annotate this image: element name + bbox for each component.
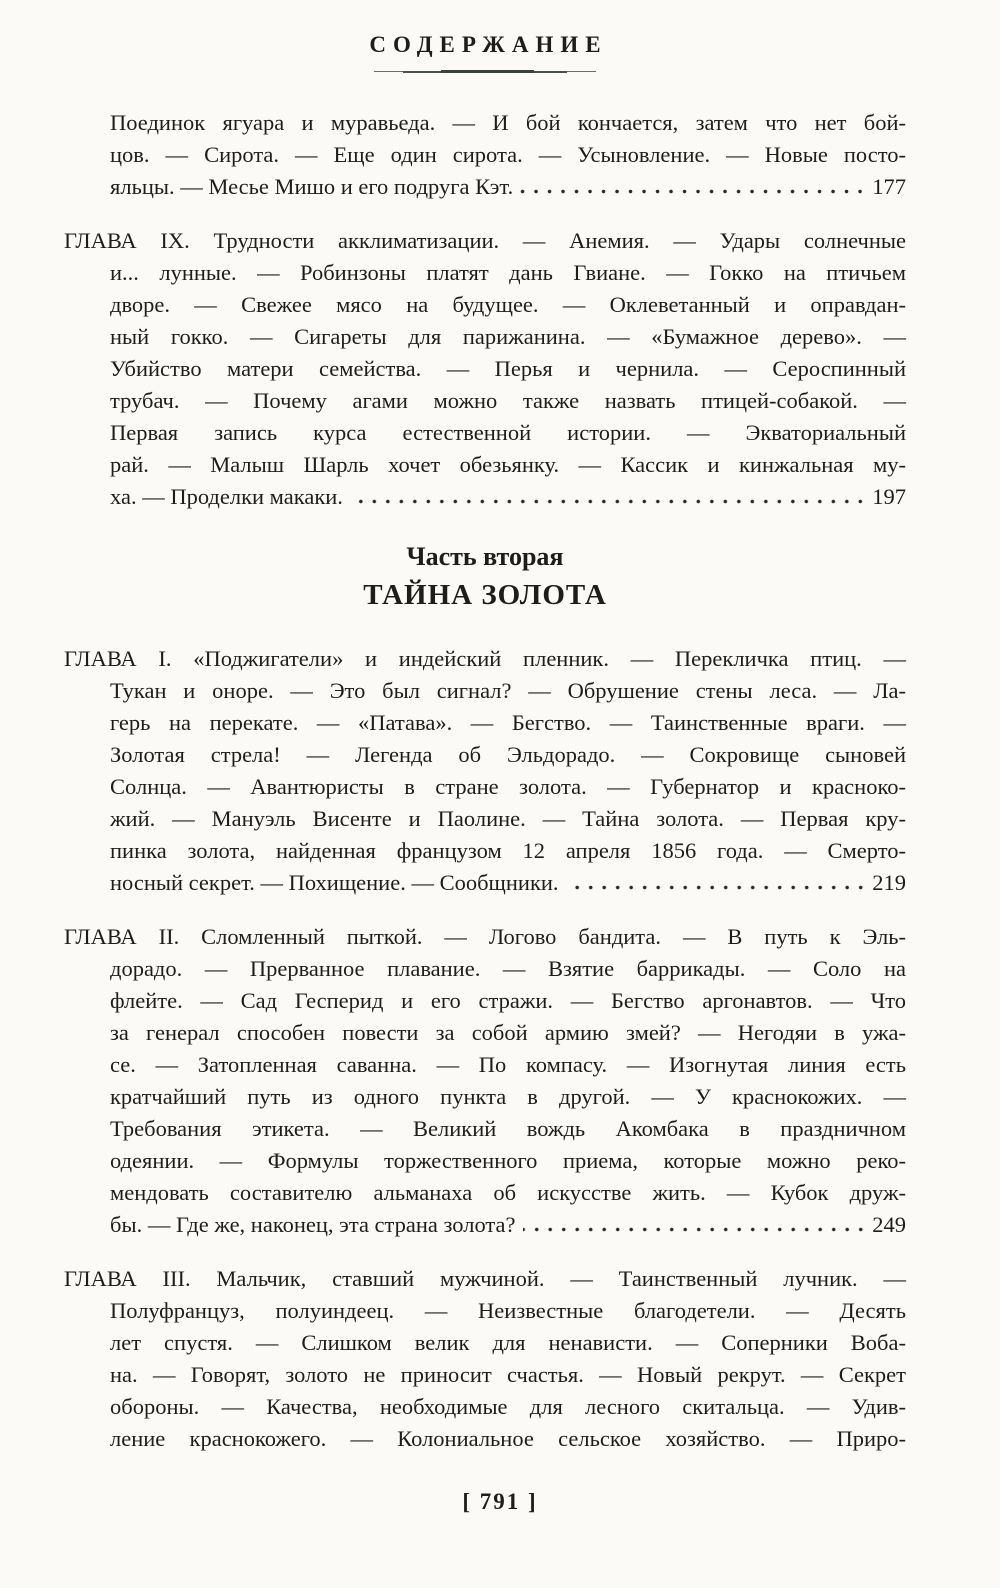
toc-line: ГЛАВА II. Сломленный пыткой. — Логово бандита. — В путь к Эль- [64, 924, 906, 949]
header-rule [374, 70, 596, 73]
toc-line: на. — Говорят, золото не приносит счастья. — Новый рекрут. — Секрет [110, 1362, 906, 1387]
part-label: Часть вторая [406, 542, 564, 571]
page-ref: 219 [872, 870, 906, 895]
dot-leader [566, 885, 872, 890]
toc-line: герь на перекате. — «Патава». — Бегство. — Таинственные враги. — [110, 710, 906, 735]
toc-line: ление краснокожего. — Колониальное сельское хозяйство. — Приро- [110, 1426, 906, 1451]
toc-line: Солнца. — Авантюристы в стране золота. — Губернатор и красноко- [110, 774, 906, 799]
toc-line: пинка золота, найденная французом 12 апреля 1856 года. — Смерто- [110, 838, 906, 863]
toc-entry-chapter-8-continuation [64, 107, 906, 203]
toc-line: Полуфранцуз, полуиндеец. — Неизвестные благодетели. — Десять [110, 1298, 906, 1323]
toc-line: флейте. — Сад Гесперид и его стражи. — Бегство аргонавтов. — Что [110, 988, 906, 1013]
toc-entry-chapter-1 [64, 643, 906, 899]
toc-line: ГЛАВА III. Мальчик, ставший мужчиной. — Таинственный лучник. — [64, 1266, 906, 1291]
page-ref: 197 [872, 484, 906, 509]
toc-line: ГЛАВА I. «Поджигатели» и индейский пленник. — Перекличка птиц. — [64, 646, 906, 671]
toc-line: Золотая стрела! — Легенда об Эльдорадо. — Сокровище сыновей [110, 742, 906, 767]
toc-line-last [64, 481, 906, 513]
toc-line: Поединок ягуара и муравьеда. — И бой кончается, затем что нет бой- [110, 110, 906, 135]
dot-leader [520, 189, 871, 194]
toc-line: Первая запись курса естественной истории. — Экваториальный [110, 420, 906, 445]
toc-entries-part-two [64, 643, 906, 1455]
header-rule-thick [441, 70, 534, 73]
toc-line: се. — Затопленная саванна. — По компасу. — Изогнутая линия есть [110, 1052, 906, 1077]
page-number: [ 791 ] [462, 1489, 538, 1514]
toc-line: ный гокко. — Сигареты для парижанина. — «Бумажное дерево». — [110, 324, 906, 349]
toc-line: Требования этикета. — Великий вождь Акомбака в праздничном [110, 1116, 906, 1141]
toc-line: Тукан и оноре. — Это был сигнал? — Обрушение стены леса. — Ла- [110, 678, 906, 703]
toc-entries-part-one [64, 107, 906, 513]
toc-line-last [64, 867, 906, 899]
toc-entry-chapter-3 [64, 1263, 906, 1455]
toc-line: дорадо. — Прерванное плавание. — Взятие баррикады. — Соло на [110, 956, 906, 981]
toc-line: цов. — Сирота. — Еще один сирота. — Усыновление. — Новые посто- [110, 142, 906, 167]
part-heading [64, 539, 906, 613]
page-ref: 249 [872, 1212, 906, 1237]
toc-line-text: носный секрет. — Похищение. — Сообщники. [110, 870, 559, 895]
toc-line: одеянии. — Формулы торжественного приема, которые можно реко- [110, 1148, 906, 1173]
toc-line-text: яльцы. — Месье Мишо и его подруга Кэт. [110, 174, 514, 199]
toc-line: жий. — Мануэль Висенте и Паолине. — Тайна золота. — Первая кру- [110, 806, 906, 831]
toc-line: и... лунные. — Робинзоны платят дань Гвиане. — Гокко на птичьем [110, 260, 906, 285]
toc-line: за генерал способен повести за собой армию змей? — Негодяи в ужа- [110, 1020, 906, 1045]
toc-line: мендовать составителю альманаха об искусстве жить. — Кубок друж- [110, 1180, 906, 1205]
toc-line: обороны. — Качества, необходимые для лесного скитальца. — Удив- [110, 1394, 906, 1419]
toc-line-text: ха. — Проделки макаки. [110, 484, 343, 509]
toc-line: дворе. — Свежее мясо на будущее. — Оклеветанный и оправдан- [110, 292, 906, 317]
page-title: СОДЕРЖАНИЕ [369, 32, 608, 57]
toc-line: рай. — Малыш Шарль хочет обезьянку. — Кассик и кинжальная му- [110, 452, 906, 477]
toc-line-last [64, 1209, 906, 1241]
part-title: ТАЙНА ЗОЛОТА [363, 579, 607, 611]
toc-line: кратчайший путь из одного пункта в другой. — У краснокожих. — [110, 1084, 906, 1109]
dot-leader [350, 499, 871, 504]
toc-content [64, 0, 906, 1455]
toc-line: трубач. — Почему агами можно также назвать птицей-собакой. — [110, 388, 906, 413]
toc-line-last [64, 171, 906, 203]
toc-line: лет спустя. — Слишком велик для ненависти. — Соперники Воба- [110, 1330, 906, 1355]
toc-line: ГЛАВА IX. Трудности акклиматизации. — Анемия. — Удары солнечные [64, 228, 906, 253]
dot-leader [523, 1227, 872, 1232]
toc-line-text: бы. — Где же, наконец, эта страна золота? [110, 1212, 516, 1237]
toc-line: Убийство матери семейства. — Перья и чернила. — Сероспинный [110, 356, 906, 381]
toc-entry-chapter-2 [64, 921, 906, 1241]
page-ref: 177 [872, 174, 906, 199]
toc-entry-chapter-9 [64, 225, 906, 513]
